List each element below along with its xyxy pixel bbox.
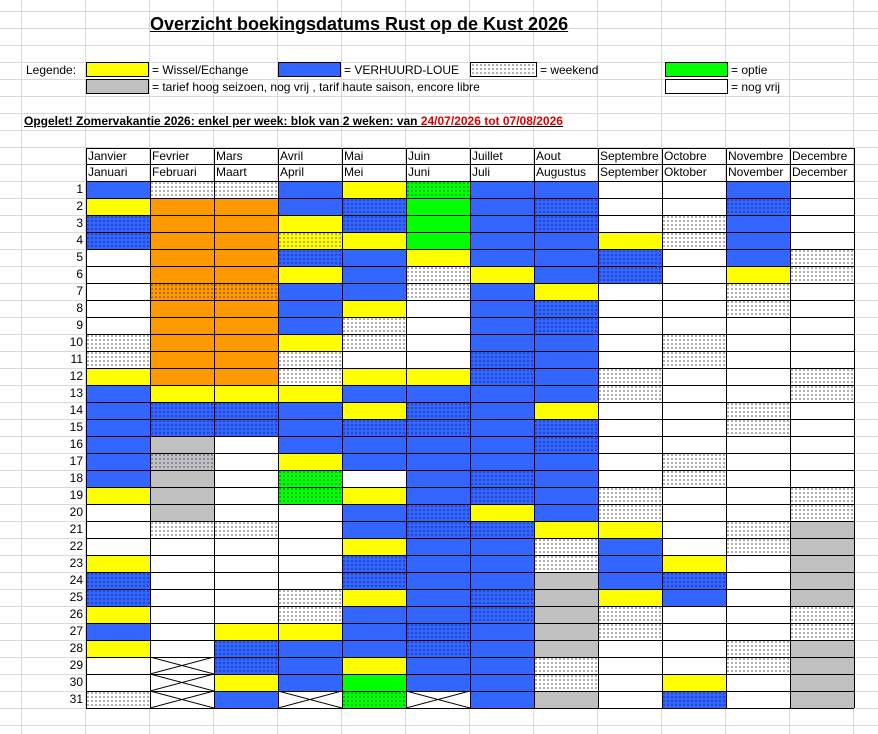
legend-text-free: = nog vrij	[731, 80, 781, 94]
day-number: 1	[76, 182, 83, 196]
summer-notice-text: Opgelet! Zomervakantie 2026: enkel per week: blok van 2 weken: van	[24, 114, 421, 128]
month-header-nl: Oktober	[664, 165, 707, 179]
month-header-nl: Juni	[408, 165, 431, 179]
day-number: 14	[69, 403, 83, 417]
legend-text-weekend: = weekend	[540, 63, 599, 77]
day-number: 21	[69, 522, 83, 536]
day-number: 2	[76, 199, 83, 213]
month-header-fr: Fevrier	[152, 149, 190, 163]
month-header-fr: Mai	[344, 149, 364, 163]
day-number: 3	[76, 216, 83, 230]
legend-label: Legende:	[26, 63, 77, 77]
day-number: 24	[69, 573, 83, 587]
month-header-fr: Juillet	[472, 149, 503, 163]
month-header-nl: December	[792, 165, 848, 179]
day-number: 10	[69, 335, 83, 349]
day-number: 17	[69, 454, 83, 468]
day-number: 30	[69, 675, 83, 689]
month-header-nl: Juli	[472, 165, 491, 179]
day-number: 29	[69, 658, 83, 672]
month-header-fr: Decembre	[792, 149, 848, 163]
month-header-nl: Januari	[88, 165, 128, 179]
day-number: 13	[69, 386, 83, 400]
month-header-fr: Avril	[280, 149, 304, 163]
day-number: 20	[69, 505, 83, 519]
day-number: 31	[69, 692, 83, 706]
day-number: 6	[76, 267, 83, 281]
day-number: 8	[76, 301, 83, 315]
day-number: 4	[76, 233, 83, 247]
month-header-nl: November	[728, 165, 784, 179]
month-header-fr: Aout	[536, 149, 561, 163]
month-header-nl: Maart	[216, 165, 247, 179]
month-header-fr: Octobre	[664, 149, 707, 163]
day-number: 16	[69, 437, 83, 451]
day-number: 28	[69, 641, 83, 655]
day-number: 27	[69, 624, 83, 638]
legend-text-rented: = VERHUURD-LOUE	[344, 63, 460, 77]
day-number: 25	[69, 590, 83, 604]
month-header-nl: Augustus	[536, 165, 587, 179]
day-number: 7	[76, 284, 83, 298]
month-header-fr: Novembre	[728, 149, 784, 163]
month-header-fr: Janvier	[88, 149, 127, 163]
month-header-fr: Mars	[216, 149, 243, 163]
month-header-nl: Mei	[344, 165, 364, 179]
legend-text-option: = optie	[731, 63, 768, 77]
day-number: 22	[69, 539, 83, 553]
month-header-fr: Juin	[408, 149, 431, 163]
month-header-fr: Septembre	[600, 149, 659, 163]
day-number: 9	[76, 318, 83, 332]
month-header-nl: April	[280, 165, 305, 179]
page-title: Overzicht boekingsdatums Rust op de Kust 2026	[150, 14, 569, 34]
day-number: 15	[69, 420, 83, 434]
legend-text-exchange: = Wissel/Echange	[152, 63, 249, 77]
day-number: 12	[69, 369, 83, 383]
day-number: 19	[69, 488, 83, 502]
day-number: 26	[69, 607, 83, 621]
summer-notice-dates: 24/07/2026 tot 07/08/2026	[420, 114, 563, 128]
month-header-nl: September	[600, 165, 659, 179]
day-number: 5	[76, 250, 83, 264]
month-header-nl: Februari	[152, 165, 197, 179]
day-number: 11	[70, 352, 83, 366]
day-number: 23	[69, 556, 83, 570]
legend-text-high-season: = tarief hoog seizoen, nog vrij , tarif haute saison, encore libre	[152, 80, 480, 94]
day-number: 18	[69, 471, 83, 485]
